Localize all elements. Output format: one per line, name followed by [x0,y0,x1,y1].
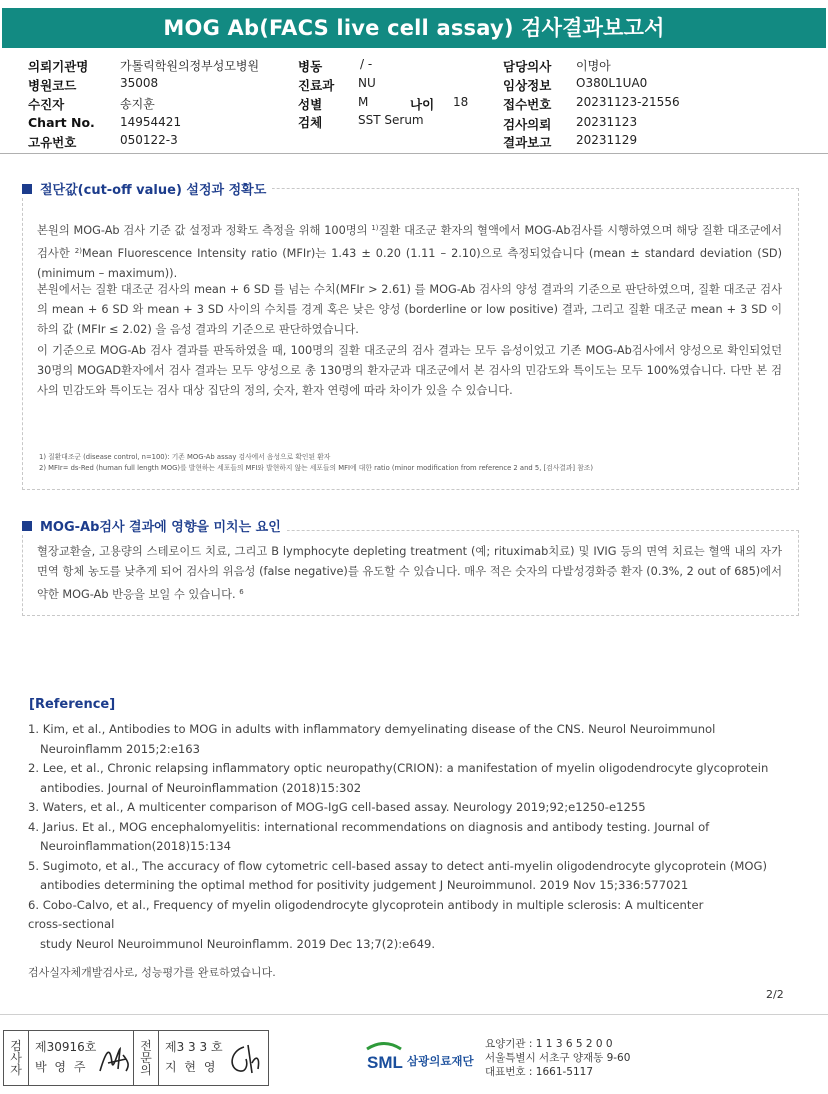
age-value: 18 [453,95,469,109]
patient-info [0,54,828,150]
reference-item-cont: study Neurol Neuroimmunol Neuroinflamm. 2019 Dec 13;7(2):e649. [40,936,436,951]
chart-no-label: Chart No. [28,115,95,130]
lab-address: 서울특별시 서초구 양재동 9-60 [485,1052,631,1064]
specialist-label-char: 의 [140,1063,152,1077]
lab-phone: 대표번호 : 1661-5117 [485,1066,594,1078]
reference-list [28,720,808,954]
square-bullet-icon [22,521,32,531]
reference-item: 4. Jarius. Et al., MOG encephalomyelitis: international recommendations on diagnosis and antibody testing. Journal of [28,819,710,834]
unique-no-value: 050122-3 [120,133,178,147]
footnote-2: 2) MFIr= ds-Red (human full length MOG)를 발현하는 세포들의 MFI와 발현하지 않는 세포들의 MFI에 대한 ratio (minor modification from reference 2 and 5, [검사결과] 참조) [39,464,594,472]
reference-item-cont: Neuroinflammation(2018)15:134 [40,839,231,853]
lab-logo [364,1036,480,1076]
lab-code: 요양기관 : 1 1 3 6 5 2 0 0 [485,1038,613,1050]
specialist-license: 제3 3 3 호 [165,1040,223,1054]
lab-info [485,1037,630,1079]
report-date-label: 결과보고 [503,135,552,150]
receipt-value: 20231123-21556 [576,95,680,109]
reference-item: 2. Lee, et al., Chronic relapsing inflammatory optic neuropathy(CRION): a manifestation of myelin oligodendrocyte glycoprotein [28,761,769,775]
dept-label: 진료과 [298,78,335,93]
tester-name: 박 영 주 [35,1060,88,1074]
specimen-value: SST Serum [358,113,424,127]
reference-item-cont: antibodies determining the optimal method for positivity judgement J Neuroimmunol. 2019 Nov 15;336:577021 [40,878,689,892]
tester-label-char: 검 [10,1039,22,1053]
sex-label: 성별 [298,97,323,112]
factors-section-heading: MOG-Ab검사 결과에 영향을 미치는 요인 [22,516,287,535]
clinical-label: 임상정보 [503,78,552,93]
institution-value: 가톨릭학원의정부성모병원 [120,59,260,73]
reference-item: 6. Cobo-Calvo, et al., Frequency of myelin oligodendrocyte glycoprotein antibody in multiple sclerosis: A multicenter [28,897,704,912]
sml-logo-icon [364,1036,480,1076]
tester-license: 제30916호 [35,1040,97,1054]
specialist-label [134,1031,159,1085]
specialist-label-char: 문 [140,1051,152,1065]
specialist-name: 지 현 영 [165,1060,218,1074]
hospital-code-value: 35008 [120,76,159,90]
tester-label-char: 사 [10,1051,22,1065]
signature-box [3,1030,269,1086]
square-bullet-icon [22,184,32,194]
reference-item-cont: cross-sectional [28,917,115,931]
reference-heading: [Reference] [29,697,116,712]
request-date-value: 20231123 [576,115,638,129]
tester-signature-icon [96,1041,134,1077]
validation-note: 검사실자체개발검사로, 성능평가를 완료하였습니다. [28,966,276,979]
report-title: MOG Ab(FACS live cell assay) 검사결과보고서 [2,8,826,48]
specialist-label-char: 전 [140,1039,152,1053]
tester-label [4,1031,29,1085]
reference-item: 3. Waters, et al., A multicenter comparison of MOG-IgG cell-based assay. Neurology 2019;92;e1250-e1255 [28,800,646,814]
unique-no-label: 고유번호 [28,135,77,150]
sex-value: M [358,95,369,109]
cutoff-paragraph-1: 본원의 MOG-Ab 검사 기준 값 설정과 정확도 측정을 위해 100명의 $^{1)}$질환 대조군 환자의 혈액에서 MOG-Ab검사를 시행하였으며 해당 질환 대조군에서 검사한 $^{2)}$Mean Fluorescence Intensity ratio (MFIr)는 1.43 ± 0.20 (1.11 – 2.10)으로 측정되었습니다 (mean ± standard deviation (SD) (minimum – maximum)). [37,224,782,281]
cutoff-paragraph-3: 이 기준으로 MOG-Ab 검사 결과를 판독하였을 때, 100명의 질환 대조군의 검사 결과는 모두 음성이었고 기존 MOG-Ab검사에서 양성으로 확인되었던 30명의 MOGAD환자에서 검사 결과는 모두 양성으로 총 130명의 환자군과 대조군에서 본 검사의 민감도와 특이도는 모두 100%였습니다. 다만 본 검사의 민감도와 특이도는 검사 대상 집단의 정의, 숫자, 환자 연령에 따라 차이가 있을 수 있습니다. [37,344,782,398]
doctor-label: 담당의사 [503,59,552,74]
lab-name: 삼광의료재단 [407,1054,474,1068]
reference-item: 1. Kim, et al., Antibodies to MOG in adults with inflammatory demyelinating disease of the CNS. Neurol Neuroimmunol [28,722,716,736]
institution-label: 의뢰기관명 [28,59,89,74]
tester-label-char: 자 [10,1063,22,1077]
recipient-value: 송지훈 [120,97,155,111]
specialist-signature-icon [224,1039,264,1079]
recipient-label: 수진자 [28,97,65,112]
clinical-value: O380L1UA0 [576,76,648,90]
divider [0,153,828,154]
specimen-label: 검체 [298,115,323,130]
cutoff-paragraph-2: 본원에서는 질환 대조군 검사의 mean + 6 SD 를 넘는 수치(MFIr > 2.61) 를 MOG-Ab 검사의 양성 결과의 기준으로 판단하였으며, 질환 대조군 검사의 mean + 6 SD 와 mean + 3 SD 사이의 수치를 경계 혹은 낮은 양성 (borderline or low positive) 결과, 그리고 질환 대조군 mean + 3 SD 이하의 값 (MFIr ≤ 2.02) 을 음성 결과의 기준으로 판단하였습니다. [37,283,782,337]
report-date-value: 20231129 [576,133,638,147]
reference-item: 5. Sugimoto, et al., The accuracy of flow cytometric cell-based assay to detect anti-myelin oligodendrocyte glycoprotein (MOG) [28,858,768,873]
request-date-label: 검사의뢰 [503,117,552,132]
ward-label: 병동 [298,59,323,74]
cutoff-section-heading: 절단값(cut-off value) 설정과 정확도 [22,179,272,198]
chart-no-value: 14954421 [120,115,182,129]
footnote-1: 1) 질환대조군 (disease control, n=100): 기존 MOG-Ab assay 검사에서 음성으로 확인된 환자 [39,453,331,461]
page-number: 2/2 [766,988,784,1001]
doctor-value: 이명아 [576,59,611,73]
reference-item-cont: antibodies. Journal of Neuroinflammation (2018)15:302 [40,780,362,795]
receipt-label: 접수번호 [503,97,552,112]
logo-text: SML [367,1053,403,1072]
reference-item-cont: Neuroinflamm 2015;2:e163 [40,741,200,756]
factors-paragraph: 혈장교환술, 고용량의 스테로이드 치료, 그리고 B lymphocyte depleting treatment (예; rituximab치료) 및 IVIG 등의 면역 치료는 혈액 내의 자가면역 항체 농도를 낮추게 되어 검사의 위음성 (false negative)를 유도할 수 있습니다. 매우 적은 숫자의 다발성경화증 환자 (0.3%, 2 out of 685)에서 약한 MOG-Ab 반응을 보일 수 있습니다. $^6$ [37,545,782,602]
dept-value: NU [358,76,376,90]
hospital-code-label: 병원코드 [28,78,77,93]
footer-divider [0,1014,828,1015]
ward-value: / - [360,57,373,71]
age-label: 나이 [410,97,435,112]
